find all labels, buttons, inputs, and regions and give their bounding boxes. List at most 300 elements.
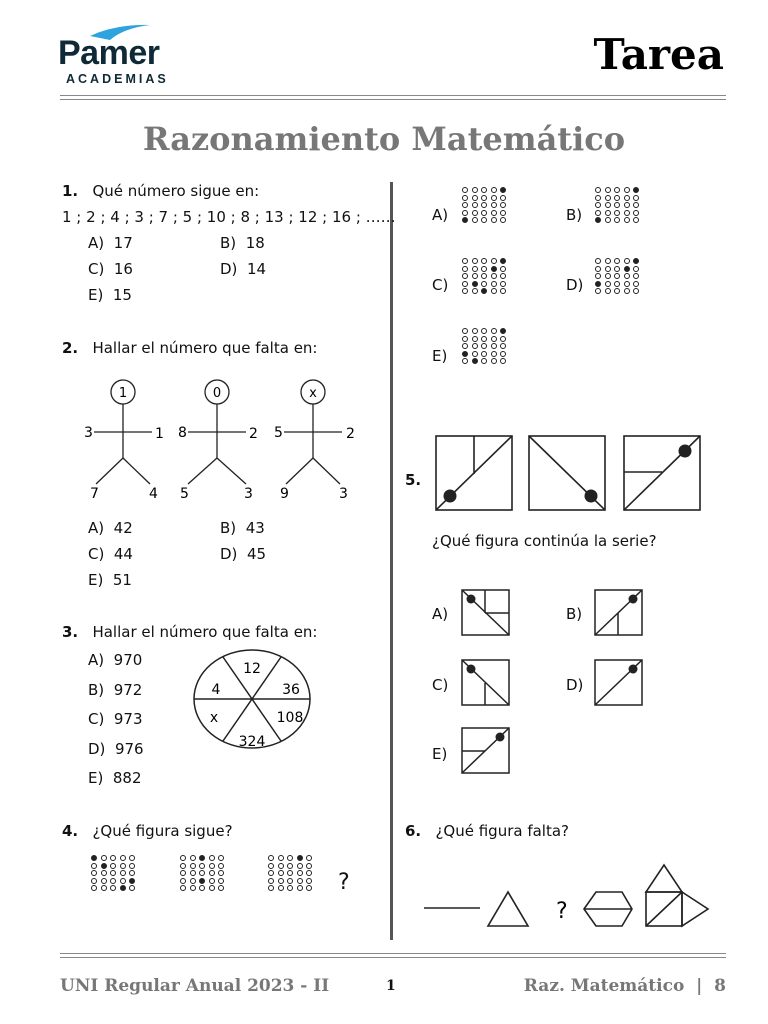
empty-dot <box>190 878 196 884</box>
empty-dot <box>218 863 224 869</box>
empty-dot <box>595 195 601 201</box>
head-value: 1 <box>118 386 128 401</box>
empty-dot <box>278 878 284 884</box>
empty-dot <box>481 195 487 201</box>
column-divider <box>390 182 393 940</box>
empty-dot <box>190 885 196 891</box>
question-1 <box>62 182 259 200</box>
empty-dot <box>180 885 186 891</box>
empty-dot <box>481 336 487 342</box>
logo-subtitle: ACADEMIAS <box>66 72 169 86</box>
empty-dot <box>297 870 303 876</box>
empty-dot <box>624 273 630 279</box>
filled-dot <box>297 855 303 861</box>
empty-dot <box>287 885 293 891</box>
empty-dot <box>120 870 126 876</box>
empty-dot <box>491 288 497 294</box>
number-circle <box>190 647 314 751</box>
empty-dot <box>595 187 601 193</box>
option-c[interactable]: C) 973 <box>88 710 143 728</box>
empty-dot <box>624 195 630 201</box>
empty-dot <box>462 281 468 287</box>
filled-dot <box>500 187 506 193</box>
logo-name: Pamer <box>58 34 160 72</box>
question-number: 6. <box>405 822 422 840</box>
empty-dot <box>472 187 478 193</box>
bottom-right-value: 3 <box>339 486 348 502</box>
head-value: x <box>309 386 317 401</box>
empty-dot <box>180 870 186 876</box>
empty-dot <box>462 288 468 294</box>
q6-question-mark: ? <box>556 899 568 924</box>
empty-dot <box>595 258 601 264</box>
stick-figure-2 <box>178 380 258 502</box>
q5-option-c-label[interactable]: C) <box>432 676 449 694</box>
empty-dot <box>209 863 215 869</box>
empty-dot <box>209 855 215 861</box>
empty-dot <box>605 266 611 272</box>
empty-dot <box>199 863 205 869</box>
empty-dot <box>120 863 126 869</box>
q5-option-d-figure[interactable] <box>594 659 644 707</box>
q4-option-e-label[interactable]: E) <box>432 347 448 365</box>
q5-series-figures <box>434 434 724 514</box>
filled-dot <box>633 187 639 193</box>
empty-dot <box>472 202 478 208</box>
empty-dot <box>101 885 107 891</box>
empty-dot <box>614 273 620 279</box>
bottom-left-value: 7 <box>90 486 99 502</box>
empty-dot <box>209 878 215 884</box>
question-4 <box>62 822 233 840</box>
empty-dot <box>306 885 312 891</box>
empty-dot <box>605 202 611 208</box>
empty-dot <box>500 273 506 279</box>
empty-dot <box>614 217 620 223</box>
empty-dot <box>491 273 497 279</box>
empty-dot <box>624 217 630 223</box>
empty-dot <box>491 328 497 334</box>
empty-dot <box>633 288 639 294</box>
empty-dot <box>605 258 611 264</box>
stick-figures-diagram <box>80 372 400 502</box>
filled-dot <box>129 878 135 884</box>
empty-dot <box>500 202 506 208</box>
filled-dot <box>472 281 478 287</box>
empty-dot <box>491 258 497 264</box>
question-number: 5. <box>405 471 422 489</box>
empty-dot <box>278 855 284 861</box>
empty-dot <box>306 870 312 876</box>
option-d[interactable]: D) 14 <box>220 260 267 278</box>
filled-dot <box>472 358 478 364</box>
q4-option-d-grid[interactable] <box>595 258 641 294</box>
left-value: 5 <box>274 425 283 441</box>
empty-dot <box>481 258 487 264</box>
empty-dot <box>624 288 630 294</box>
empty-dot <box>491 281 497 287</box>
sequence: 1 ; 2 ; 4 ; 3 ; 7 ; 5 ; 10 ; 8 ; 13 ; 12 ; 16 ; …… <box>62 208 396 226</box>
empty-dot <box>481 358 487 364</box>
right-value: 2 <box>346 426 355 442</box>
q5-option-e-figure[interactable] <box>461 727 511 775</box>
filled-dot <box>595 217 601 223</box>
empty-dot <box>287 878 293 884</box>
empty-dot <box>110 870 116 876</box>
filled-dot <box>91 855 97 861</box>
sector-value: 12 <box>243 661 261 677</box>
question-text: ¿Qué figura sigue? <box>92 822 233 840</box>
empty-dot <box>462 195 468 201</box>
sector-value: 36 <box>282 682 300 698</box>
empty-dot <box>472 288 478 294</box>
empty-dot <box>595 202 601 208</box>
question-number: 1. <box>62 182 79 200</box>
dot-grid-series-1 <box>91 855 137 891</box>
empty-dot <box>472 328 478 334</box>
empty-dot <box>110 863 116 869</box>
empty-dot <box>481 281 487 287</box>
tarea-heading: Tarea <box>593 30 724 79</box>
empty-dot <box>209 885 215 891</box>
right-value: 2 <box>249 426 258 442</box>
question-text: Hallar el número que falta en: <box>92 339 318 357</box>
q4-option-e-grid[interactable] <box>462 328 508 364</box>
sector-value: 108 <box>276 710 304 726</box>
empty-dot <box>491 217 497 223</box>
empty-dot <box>491 187 497 193</box>
empty-dot <box>287 870 293 876</box>
question-number: 2. <box>62 339 79 357</box>
empty-dot <box>633 217 639 223</box>
empty-dot <box>190 870 196 876</box>
empty-dot <box>472 351 478 357</box>
empty-dot <box>91 863 97 869</box>
empty-dot <box>481 351 487 357</box>
empty-dot <box>472 343 478 349</box>
empty-dot <box>91 885 97 891</box>
empty-dot <box>218 885 224 891</box>
empty-dot <box>500 210 506 216</box>
empty-dot <box>472 336 478 342</box>
filled-dot <box>500 258 506 264</box>
empty-dot <box>129 870 135 876</box>
question-text: ¿Qué figura falta? <box>435 822 570 840</box>
empty-dot <box>500 343 506 349</box>
question-5-text: ¿Qué figura continúa la serie? <box>432 532 657 550</box>
option-e[interactable]: E) 51 <box>88 571 132 589</box>
filled-dot <box>462 351 468 357</box>
q5-option-b-figure[interactable] <box>594 589 644 637</box>
option-a[interactable]: A) 17 <box>88 234 133 252</box>
page-title: Razonamiento Matemático <box>142 120 626 158</box>
question-3 <box>62 623 317 641</box>
q4-option-a-label[interactable]: A) <box>432 206 449 224</box>
empty-dot <box>268 878 274 884</box>
empty-dot <box>624 281 630 287</box>
empty-dot <box>297 885 303 891</box>
empty-dot <box>624 202 630 208</box>
footer-rule-2 <box>60 957 726 958</box>
empty-dot <box>605 217 611 223</box>
empty-dot <box>595 288 601 294</box>
empty-dot <box>472 210 478 216</box>
empty-dot <box>472 266 478 272</box>
footer-rule <box>60 953 726 954</box>
q4-option-c-label[interactable]: C) <box>432 276 449 294</box>
filled-dot <box>481 288 487 294</box>
empty-dot <box>500 217 506 223</box>
filled-dot <box>633 258 639 264</box>
empty-dot <box>462 210 468 216</box>
dot-grid-series-2 <box>180 855 226 891</box>
empty-dot <box>605 187 611 193</box>
empty-dot <box>614 187 620 193</box>
filled-dot <box>462 217 468 223</box>
empty-dot <box>624 258 630 264</box>
empty-dot <box>491 195 497 201</box>
empty-dot <box>633 273 639 279</box>
empty-dot <box>101 878 107 884</box>
empty-dot <box>624 187 630 193</box>
empty-dot <box>101 855 107 861</box>
stick-figure-3 <box>274 380 355 502</box>
footer-course: UNI Regular Anual 2023 - II <box>60 976 330 996</box>
dot-grid-series-3 <box>268 855 314 891</box>
empty-dot <box>268 885 274 891</box>
empty-dot <box>605 195 611 201</box>
empty-dot <box>218 878 224 884</box>
empty-dot <box>278 863 284 869</box>
left-value: 3 <box>84 425 93 441</box>
empty-dot <box>472 195 478 201</box>
option-e[interactable]: E) 15 <box>88 286 132 304</box>
empty-dot <box>500 195 506 201</box>
empty-dot <box>306 855 312 861</box>
empty-dot <box>481 187 487 193</box>
empty-dot <box>287 855 293 861</box>
filled-dot <box>120 885 126 891</box>
filled-dot <box>199 855 205 861</box>
empty-dot <box>481 210 487 216</box>
footer-subject: Raz. Matemático | 8 <box>523 976 726 996</box>
filled-dot <box>199 878 205 884</box>
right-value: 1 <box>155 426 164 442</box>
bottom-right-value: 4 <box>149 486 158 502</box>
option-c[interactable]: C) 16 <box>88 260 133 278</box>
empty-dot <box>462 358 468 364</box>
empty-dot <box>481 217 487 223</box>
option-d[interactable]: D) 45 <box>220 545 267 563</box>
question-mark: ? <box>338 870 350 895</box>
empty-dot <box>180 855 186 861</box>
bottom-left-value: 5 <box>180 486 189 502</box>
empty-dot <box>491 351 497 357</box>
empty-dot <box>462 187 468 193</box>
filled-dot <box>595 281 601 287</box>
option-b[interactable]: B) 972 <box>88 681 143 699</box>
empty-dot <box>500 358 506 364</box>
empty-dot <box>190 863 196 869</box>
empty-dot <box>633 210 639 216</box>
question-number: 3. <box>62 623 79 641</box>
empty-dot <box>614 195 620 201</box>
empty-dot <box>129 863 135 869</box>
empty-dot <box>605 273 611 279</box>
q6-series-figures <box>418 860 718 934</box>
empty-dot <box>199 885 205 891</box>
q5-option-c-figure[interactable] <box>461 659 511 707</box>
empty-dot <box>481 328 487 334</box>
empty-dot <box>614 288 620 294</box>
empty-dot <box>180 863 186 869</box>
left-value: 8 <box>178 425 187 441</box>
empty-dot <box>462 328 468 334</box>
empty-dot <box>287 863 293 869</box>
empty-dot <box>614 281 620 287</box>
empty-dot <box>462 273 468 279</box>
empty-dot <box>462 258 468 264</box>
q4-option-b-label[interactable]: B) <box>566 206 583 224</box>
empty-dot <box>472 217 478 223</box>
empty-dot <box>462 336 468 342</box>
empty-dot <box>297 863 303 869</box>
empty-dot <box>500 266 506 272</box>
option-a[interactable]: A) 970 <box>88 651 143 669</box>
question-text: Hallar el número que falta en: <box>92 623 318 641</box>
question-2 <box>62 339 317 357</box>
empty-dot <box>278 885 284 891</box>
q5-series-3 <box>624 436 700 510</box>
empty-dot <box>110 878 116 884</box>
option-d[interactable]: D) 976 <box>88 740 144 758</box>
empty-dot <box>595 266 601 272</box>
empty-dot <box>91 878 97 884</box>
q5-option-d-label[interactable]: D) <box>566 676 584 694</box>
empty-dot <box>481 273 487 279</box>
empty-dot <box>481 343 487 349</box>
option-a[interactable]: A) 42 <box>88 519 133 537</box>
empty-dot <box>614 266 620 272</box>
empty-dot <box>101 870 107 876</box>
empty-dot <box>605 281 611 287</box>
empty-dot <box>120 855 126 861</box>
empty-dot <box>268 855 274 861</box>
empty-dot <box>190 855 196 861</box>
q4-option-a-grid[interactable] <box>462 187 508 223</box>
empty-dot <box>614 210 620 216</box>
q5-option-a-label[interactable]: A) <box>432 605 449 623</box>
option-b[interactable]: B) 43 <box>220 519 265 537</box>
q5-option-b-label[interactable]: B) <box>566 605 583 623</box>
empty-dot <box>218 870 224 876</box>
stick-figure-1 <box>84 380 164 502</box>
empty-dot <box>491 210 497 216</box>
sector-value: x <box>209 710 219 726</box>
q5-series-1 <box>436 436 512 510</box>
empty-dot <box>491 343 497 349</box>
head-value: 0 <box>212 386 222 401</box>
bottom-right-value: 3 <box>244 486 253 502</box>
option-e[interactable]: E) 882 <box>88 769 142 787</box>
empty-dot <box>481 202 487 208</box>
empty-dot <box>306 863 312 869</box>
empty-dot <box>633 195 639 201</box>
q4-option-c-grid[interactable] <box>462 258 508 294</box>
empty-dot <box>306 878 312 884</box>
empty-dot <box>110 855 116 861</box>
empty-dot <box>500 351 506 357</box>
empty-dot <box>268 870 274 876</box>
empty-dot <box>91 870 97 876</box>
empty-dot <box>199 870 205 876</box>
empty-dot <box>614 258 620 264</box>
empty-dot <box>605 288 611 294</box>
empty-dot <box>120 878 126 884</box>
empty-dot <box>268 863 274 869</box>
empty-dot <box>633 202 639 208</box>
empty-dot <box>481 266 487 272</box>
empty-dot <box>209 870 215 876</box>
empty-dot <box>218 855 224 861</box>
option-b[interactable]: B) 18 <box>220 234 265 252</box>
empty-dot <box>624 210 630 216</box>
filled-dot <box>491 266 497 272</box>
empty-dot <box>462 343 468 349</box>
empty-dot <box>129 885 135 891</box>
filled-dot <box>500 328 506 334</box>
empty-dot <box>614 202 620 208</box>
header-rule-2 <box>60 99 726 100</box>
q5-option-a-figure[interactable] <box>461 589 511 637</box>
empty-dot <box>500 336 506 342</box>
question-6 <box>405 822 569 840</box>
empty-dot <box>633 281 639 287</box>
sector-value: 324 <box>238 734 266 750</box>
logo <box>58 22 188 88</box>
q5-option-e-label[interactable]: E) <box>432 745 448 763</box>
empty-dot <box>472 258 478 264</box>
empty-dot <box>491 358 497 364</box>
sector-value: 4 <box>211 682 221 698</box>
empty-dot <box>462 202 468 208</box>
empty-dot <box>297 878 303 884</box>
empty-dot <box>129 855 135 861</box>
filled-dot <box>101 863 107 869</box>
footer-page-number: 1 <box>386 978 396 994</box>
empty-dot <box>491 336 497 342</box>
q4-option-b-grid[interactable] <box>595 187 641 223</box>
empty-dot <box>491 202 497 208</box>
q5-series-2 <box>529 436 605 510</box>
empty-dot <box>500 281 506 287</box>
empty-dot <box>605 210 611 216</box>
q6-triangle <box>488 892 528 926</box>
empty-dot <box>110 885 116 891</box>
empty-dot <box>595 210 601 216</box>
empty-dot <box>500 288 506 294</box>
empty-dot <box>278 870 284 876</box>
q4-option-d-label[interactable]: D) <box>566 276 584 294</box>
empty-dot <box>472 273 478 279</box>
empty-dot <box>180 878 186 884</box>
empty-dot <box>462 266 468 272</box>
header-rule <box>60 95 726 96</box>
bottom-left-value: 9 <box>280 486 289 502</box>
q6-composite-figure <box>646 865 708 926</box>
question-text: Qué número sigue en: <box>92 182 260 200</box>
option-c[interactable]: C) 44 <box>88 545 133 563</box>
